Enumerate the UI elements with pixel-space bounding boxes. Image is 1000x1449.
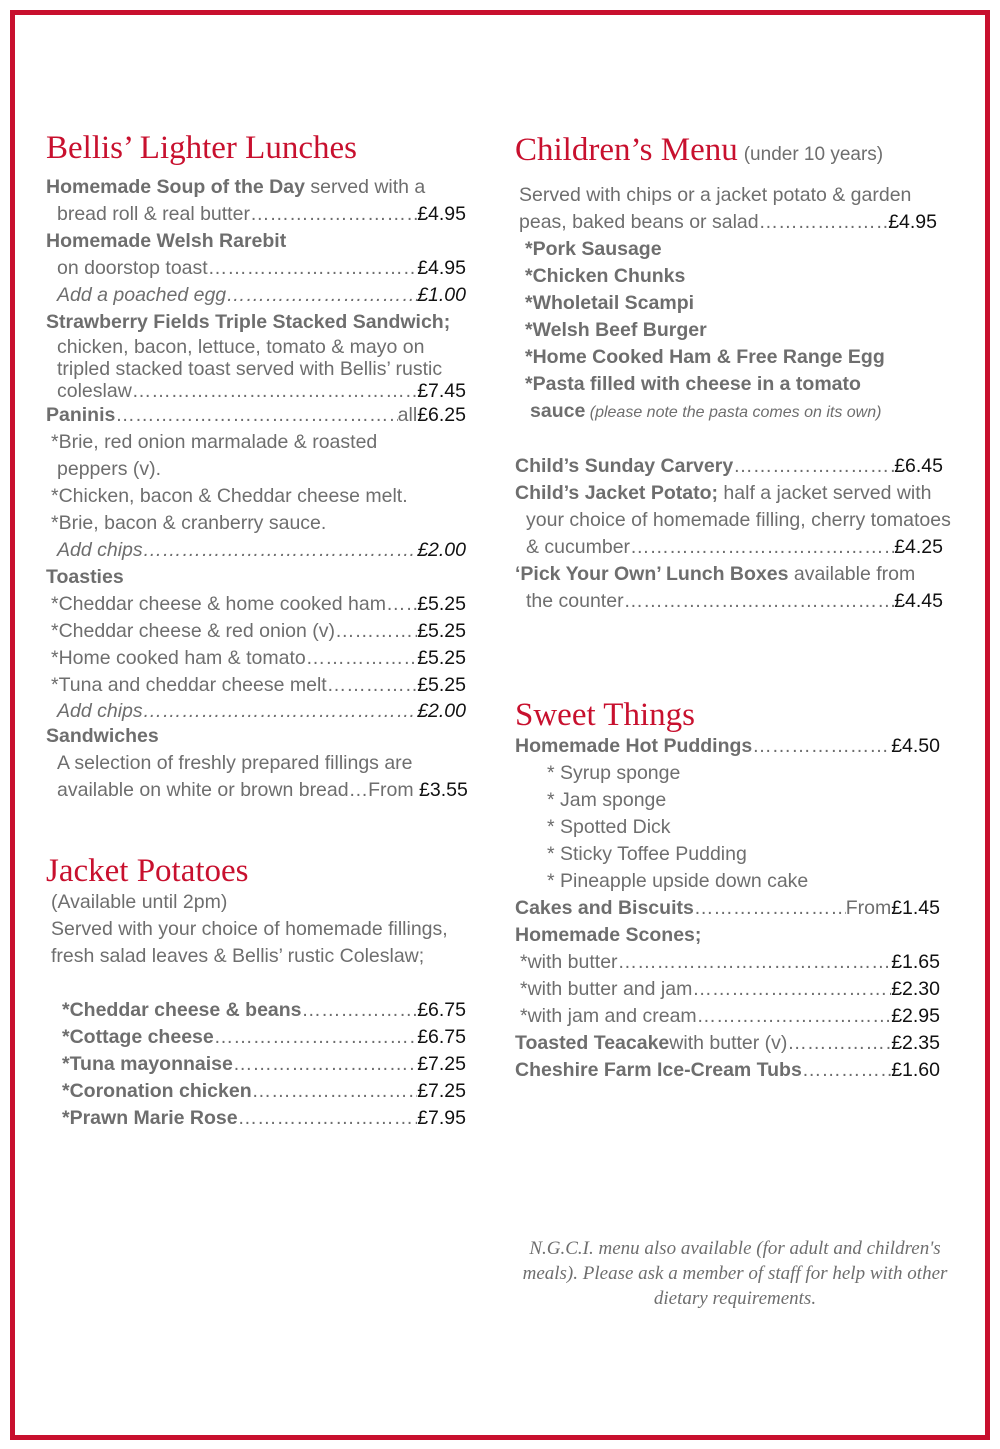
leader-dots — [115, 402, 397, 429]
panini-option: *Brie, red onion marmalade & roasted — [51, 431, 378, 453]
section-title-childrens-menu — [515, 132, 955, 173]
addon-price: £2.00 — [417, 700, 466, 722]
leader-dots — [250, 201, 417, 228]
title-text: Children’s Menu — [515, 132, 738, 168]
addon-price: £1.00 — [417, 284, 466, 306]
item-desc: the counter — [526, 590, 624, 612]
pudding-option: * Jam sponge — [547, 789, 667, 811]
cakes-row — [515, 895, 940, 922]
panini-option: peppers (v). — [57, 458, 162, 480]
item-name: Child’s Sunday Carvery — [515, 455, 734, 477]
item-desc: bread roll & real butter — [57, 203, 250, 225]
item-price: £6.45 — [894, 455, 943, 477]
leader-dots — [692, 976, 891, 1003]
item-price: £5.25 — [417, 647, 466, 669]
childrens-menu-section — [515, 132, 955, 615]
scones-heading: Homemade Scones; — [515, 924, 702, 946]
item-label: *Cheddar cheese & beans — [62, 999, 302, 1021]
dietary-note: N.G.C.I. menu also available (for adult and children's meals). Please ask a member of staff for help with other dietary requirements. — [522, 1238, 948, 1309]
left-column — [46, 130, 466, 804]
toasties-heading: Toasties — [46, 566, 124, 588]
availability: (Available until 2pm) — [51, 891, 228, 913]
child-option: *Pork Sausage — [525, 238, 662, 260]
lunchbox-price-row — [515, 588, 943, 615]
section-title-jacket-potatoes: Jacket Potatoes — [46, 853, 249, 889]
price-prefix: all — [397, 404, 418, 426]
leader-dots — [238, 1105, 418, 1132]
item-price: £7.95 — [417, 1107, 466, 1129]
item-desc: served with a — [304, 176, 426, 198]
jacket-desc: fresh salad leaves & Bellis’ rustic Coleslaw; — [51, 945, 425, 967]
section-title-sweet-things: Sweet Things — [515, 697, 695, 733]
item-price: £5.25 — [417, 620, 466, 642]
jacket-filling-row — [46, 997, 466, 1024]
child-option: *Home Cooked Ham & Free Range Egg — [525, 346, 885, 368]
item-label: *Coronation chicken — [62, 1080, 252, 1102]
leader-dots — [252, 1078, 418, 1105]
leader-dots — [233, 1051, 417, 1078]
child-option: *Wholetail Scampi — [525, 292, 695, 314]
jacket-desc: Served with your choice of homemade fillings, — [51, 918, 448, 940]
leader-dots — [802, 1057, 891, 1084]
child-jacket-price-row — [515, 534, 943, 561]
item-price: £2.30 — [891, 978, 940, 1000]
lunchbox-item — [515, 561, 955, 588]
pudding-option: * Pineapple upside down cake — [547, 870, 809, 892]
jacket-filling-row — [46, 1024, 466, 1051]
leader-dots — [306, 645, 417, 672]
item-label: *Cottage cheese — [62, 1026, 214, 1048]
carvery-row — [515, 453, 943, 480]
age-note: (under 10 years) — [743, 144, 884, 165]
item-label: *Home cooked ham & tomato — [51, 647, 306, 669]
item-desc: half a jacket served with — [718, 482, 932, 504]
paninis-addon-row — [46, 537, 466, 564]
sandwiches-desc: A selection of freshly prepared fillings are — [57, 752, 413, 774]
sandwich-item: Strawberry Fields Triple Stacked Sandwich; — [46, 311, 451, 333]
children-price-row — [515, 209, 937, 236]
leader-dots — [132, 380, 417, 402]
item-name: Toasted Teacake — [515, 1032, 670, 1054]
item-desc: peas, baked beans or salad — [519, 211, 759, 233]
toastie-row — [46, 591, 466, 618]
item-desc: with butter (v) — [669, 1032, 788, 1054]
item-label: sauce — [530, 400, 586, 422]
item-label: *with jam and cream — [520, 1005, 697, 1027]
item-price: £6.25 — [417, 404, 466, 426]
item-desc: & cucumber — [526, 536, 631, 558]
sandwiches-price-row — [46, 777, 466, 804]
toasties-addon-row — [46, 699, 466, 723]
toastie-row — [46, 672, 466, 699]
child-option: *Pasta filled with cheese in a tomato — [525, 373, 861, 395]
addon-price: £2.00 — [417, 539, 466, 561]
jacket-potatoes-section — [46, 853, 466, 1132]
item-label: *Prawn Marie Rose — [62, 1107, 238, 1129]
item-price: £5.25 — [417, 674, 466, 696]
item-name: Child’s Jacket Potato; — [515, 482, 718, 504]
item-desc: chicken, bacon, lettuce, tomato & mayo on — [57, 336, 425, 358]
scone-row — [515, 976, 940, 1003]
puddings-row — [515, 733, 940, 760]
toastie-row — [46, 645, 466, 672]
leader-dots — [226, 282, 417, 309]
item-price: £4.25 — [894, 536, 943, 558]
jacket-filling-row — [46, 1078, 466, 1105]
pudding-option: * Syrup sponge — [547, 762, 681, 784]
item-price: £7.45 — [417, 380, 466, 402]
item-price: £4.45 — [894, 590, 943, 612]
item-name: ‘Pick Your Own’ Lunch Boxes — [515, 563, 789, 585]
item-price: £6.75 — [417, 999, 466, 1021]
item-price: £7.25 — [417, 1053, 466, 1075]
item-label: *Cheddar cheese & home cooked ham — [51, 593, 386, 615]
sandwiches-heading: Sandwiches — [46, 725, 159, 747]
child-option: *Chicken Chunks — [525, 265, 686, 287]
paninis-row — [46, 402, 466, 429]
rarebit-price-row — [46, 255, 466, 282]
sandwich-price-row — [57, 380, 466, 402]
leader-dots — [787, 1030, 891, 1057]
scone-row — [515, 949, 940, 976]
rarebit-item: Homemade Welsh Rarebit — [46, 230, 287, 252]
panini-option: *Brie, bacon & cranberry sauce. — [51, 512, 327, 534]
soup-item — [46, 174, 466, 201]
jacket-filling-row — [46, 1105, 466, 1132]
child-option: *Welsh Beef Burger — [525, 319, 707, 341]
child-jacket-desc: your choice of homemade filling, cherry tomatoes — [526, 509, 951, 531]
scone-row — [515, 1003, 940, 1030]
pudding-option: * Spotted Dick — [547, 816, 671, 838]
toastie-row — [46, 618, 466, 645]
price-prefix: From — [845, 897, 892, 919]
item-price: £1.60 — [891, 1059, 940, 1081]
leader-dots — [618, 949, 892, 976]
item-label: *Tuna and cheddar cheese melt — [51, 674, 327, 696]
item-name: Homemade Soup of the Day — [46, 176, 305, 198]
leader-dots — [752, 733, 891, 760]
panini-option: *Chicken, bacon & Cheddar cheese melt. — [51, 485, 408, 507]
jacket-filling-row — [46, 1051, 466, 1078]
item-label: *Cheddar cheese & red onion (v) — [51, 620, 335, 642]
addon-label: Add chips — [57, 700, 143, 722]
item-desc: available from — [788, 563, 916, 585]
leader-dots — [694, 895, 846, 922]
item-desc: available on white or brown bread…From — [57, 779, 420, 801]
child-jacket-item — [515, 480, 955, 507]
section-title-lighter-lunches: Bellis’ Lighter Lunches — [46, 130, 357, 166]
item-label: *with butter — [520, 951, 618, 973]
addon-label: Add chips — [57, 539, 143, 561]
pudding-option: * Sticky Toffee Pudding — [547, 843, 747, 865]
leader-dots — [733, 453, 894, 480]
item-price: £2.95 — [891, 1005, 940, 1027]
item-name: Cakes and Biscuits — [515, 897, 694, 919]
sweet-things-section — [515, 697, 945, 1084]
leader-dots — [630, 534, 894, 561]
leader-dots — [143, 537, 418, 564]
item-name: Homemade Hot Puddings — [515, 735, 753, 757]
leader-dots — [386, 591, 417, 618]
leader-dots — [624, 588, 895, 615]
item-price: £4.50 — [891, 735, 940, 757]
item-desc: on doorstop toast — [57, 257, 208, 279]
item-label: *with butter and jam — [520, 978, 693, 1000]
item-price: £5.25 — [417, 593, 466, 615]
soup-price-row — [46, 201, 466, 228]
item-name: Cheshire Farm Ice-Cream Tubs — [515, 1059, 802, 1081]
item-desc: coleslaw — [57, 380, 132, 402]
leader-dots — [335, 618, 417, 645]
item-price: £7.25 — [417, 1080, 466, 1102]
leader-dots — [143, 699, 418, 723]
child-option-cont — [515, 398, 955, 426]
item-desc: tripled stacked toast served with Bellis’ rustic — [57, 358, 443, 380]
leader-dots — [697, 1003, 892, 1030]
pasta-note: (please note the pasta comes on its own) — [585, 404, 882, 421]
item-price: £4.95 — [888, 211, 937, 233]
item-price: £1.65 — [891, 951, 940, 973]
item-label: *Tuna mayonnaise — [62, 1053, 233, 1075]
addon-label: Add a poached egg — [57, 284, 227, 306]
icecream-row — [515, 1057, 940, 1084]
leader-dots — [302, 997, 418, 1024]
item-price: £4.95 — [417, 203, 466, 225]
item-name: Paninis — [46, 404, 116, 426]
item-price: £1.45 — [891, 897, 940, 919]
item-price: £4.95 — [417, 257, 466, 279]
item-price: £3.55 — [419, 779, 468, 801]
leader-dots — [208, 255, 418, 282]
children-desc: Served with chips or a jacket potato & garden — [519, 184, 912, 206]
teacake-row — [515, 1030, 940, 1057]
leader-dots — [327, 672, 417, 699]
rarebit-addon-row — [46, 282, 466, 309]
item-price: £6.75 — [417, 1026, 466, 1048]
leader-dots — [759, 209, 889, 236]
item-price: £2.35 — [891, 1032, 940, 1054]
leader-dots — [214, 1024, 417, 1051]
